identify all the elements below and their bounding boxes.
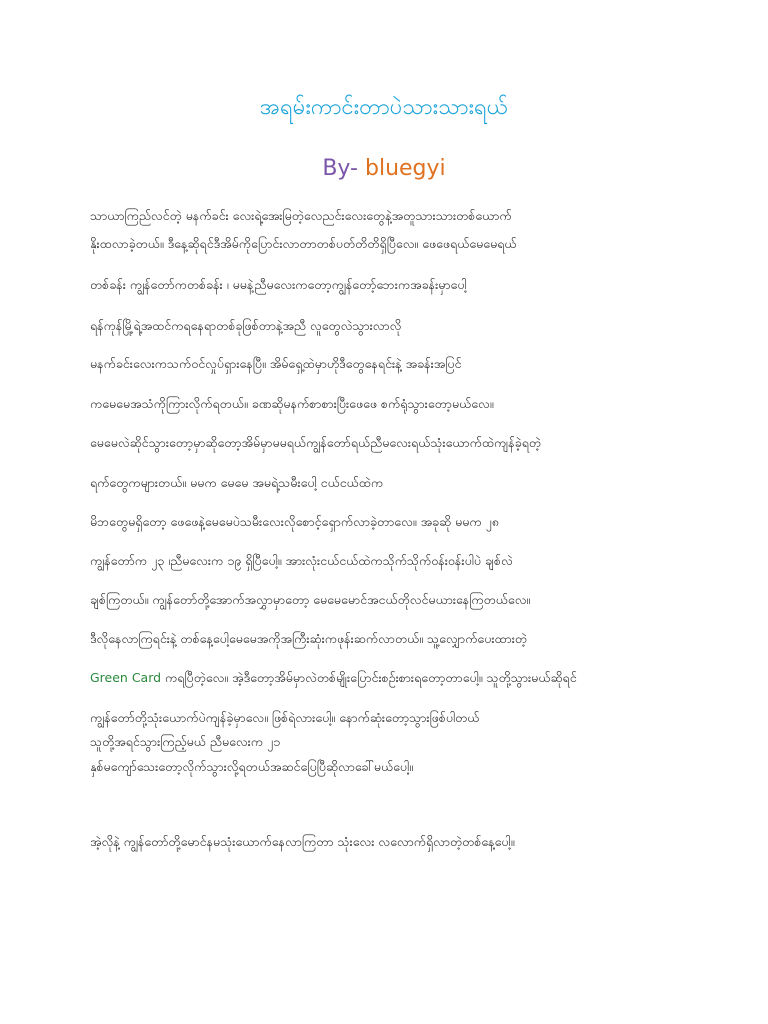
paragraph-line: ကျွန်တော်က ၂၃ ၊ညီမလေးက ၁၉ ရှိပြီပေါ့။ အားလုံးငယ်ငယ်ထဲကသိုက်သိုက်ဝန်းဝန်းပါပဲ ချစ်လဲ [90, 553, 513, 568]
paragraph-line: နိုးထလာခဲ့တယ်။ ဒီနေ့ဆိုရင်ဒီအိမ်ကိုပြောင်းလာတာတစ်ပတ်တိတိရှိပြီလေ။ ဖေဖေရယ်မေမေရယ် [90, 236, 517, 251]
paragraph-line: မိဘတွေမရှိတော့ ဖေဖေနဲ့မေမေပဲသမီးလေးလိုစောင့်ရှောက်လာခဲ့တာလေ။ အခုဆို မမက ၂၈ [90, 514, 499, 529]
paragraph-line: တစ်ခန်း ကျွန်တော်ကတစ်ခန်း ၊ မမနဲ့ညီမလေးကတော့ကျွန်တော့်ဘေးကအခန်းမှာပေါ့ [90, 277, 467, 292]
paragraph-line: ဒီလိုနေလာကြရင်းနဲ့ တစ်နေ့ပေါ့မေမေအကိုအကြီးဆုံးကဖုန်းဆက်လာတယ်။ သူ့လျှောက်ပေးထားတဲ့ [90, 631, 528, 646]
paragraph-line: ကမေမေအသံကိုကြားလိုက်ရတယ်။ ခဏဆိုမနက်စာစားပြီးဖေဖေ စက်ရုံသွားတော့မယ်လေ။ [90, 396, 494, 411]
byline-author: bluegyi [365, 156, 446, 181]
paragraph-line: နှစ်မကျော်သေးတော့လိုက်သွားလို့ရတယ်အဆင်ပြေပြီဆိုလာခေါ်မယ်ပေါ့။ [90, 759, 413, 774]
paragraph-line: မေမေလဲဆိုင်သွားတော့မှာဆိုတော့အိမ်မှာမမရယ်ကျွန်တော်ရယ်ညီမလေးရယ်သုံးယောက်ထဲကျန်ခဲ့ရတဲ့ [90, 435, 542, 450]
paragraph-line: သူတို့အရင်သွားကြည့်မယ် ညီမလေးက ၂၁ [90, 734, 281, 749]
paragraph-line: ရန်ကုန်မြို့ရဲ့အထင်ကရနေရာတစ်ခုဖြစ်တာနဲ့အညီ လူတွေလဲသွားလာလို [90, 318, 402, 333]
byline-prefix: By- [322, 156, 358, 181]
paragraph-line: ချစ်ကြတယ်။ ကျွန်တော်တို့အောက်အလွှာမှာတော့ မေမေမောင်အငယ်တိုလင်မယားနေကြတယ်လေ။ [90, 592, 531, 607]
paragraph-line: ကျွန်တော်တို့သုံးယောက်ပဲကျန်ခဲ့မှာလေ။ ဖြစ်ရဲလားပေါ့။ နောက်ဆုံးတော့သွားဖြစ်ပါတယ် [90, 710, 480, 725]
paragraph-line: ရက်တွေကများတယ်။ မမက မေမေ အမရဲ့သမီးပေါ့ ငယ်ငယ်ထဲက [90, 475, 384, 490]
byline [0, 156, 768, 181]
paragraph-line: မနက်ခင်းလေးကသက်ဝင်လှုပ်ရှားနေပြီ။ အိမ်ရှေ့ထဲမှာဟိုဒီတွေနေရင်းနဲ့ အခန်းအပြင် [90, 356, 462, 371]
paragraph-line: သာယာကြည်လင်တဲ့ မနက်ခင်း လေးရဲ့အေးမြတဲ့လေညင်းလေးတွေနဲ့အတူသားသားတစ်ယောက် [90, 208, 512, 223]
document-title: အရမ်းကာင်းတာပဲသားသားရယ် [259, 95, 509, 120]
paragraph-line: အဲ့လိုနဲ့ ကျွန်တော်တို့မောင်နမသုံးယောက်နေလာကြတာ သုံးလေး လလောက်ရှိလာတဲ့တစ်နေ့ပေါ့။ [90, 834, 515, 849]
paragraph-line: Green Card ကရပြီတဲ့လေ။ အဲ့ဒီတော့အိမ်မှာလဲတစ်မျိုးပြောင်းစဉ်းစားရတော့တာပေါ့။ သူတို့သွားမယ်ဆိုရင် [90, 670, 577, 685]
green-card-text: Green Card [90, 670, 162, 685]
